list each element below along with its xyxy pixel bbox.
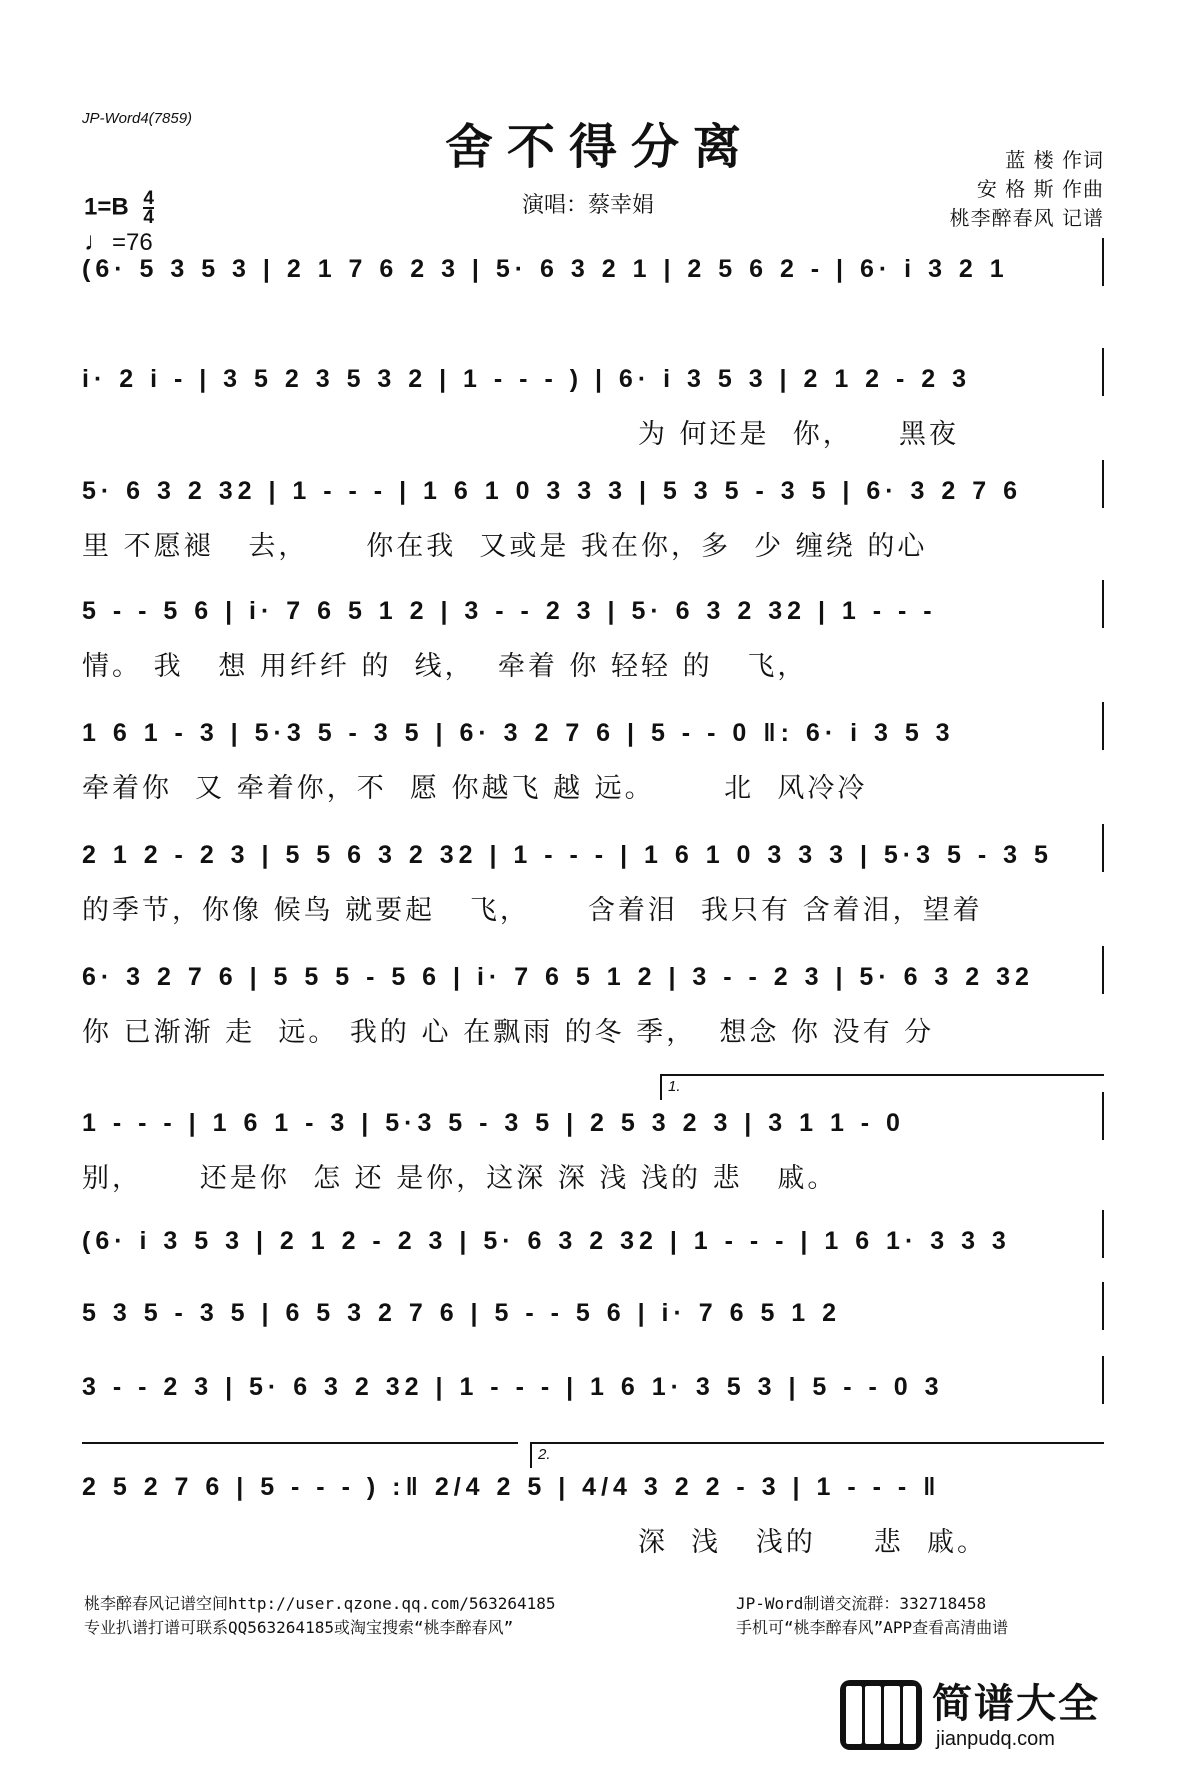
brand-name: 简谱大全	[932, 1681, 1100, 1727]
lyrics-line: 牵着你 又 牵着你，不 愿 你越飞 越 远。 北 风冷冷	[82, 773, 868, 804]
footer-qzone-link[interactable]: 桃李醉春风记谱空间http://user.qzone.qq.com/563264185	[84, 1594, 556, 1613]
barline	[1102, 946, 1104, 994]
lyricist: 蓝 楼 作词	[1005, 148, 1104, 172]
footer-app: 手机可“桃李醉春风”APP查看高清曲谱	[736, 1618, 1009, 1637]
notation-line: 1 6 1 - 3 | 5·3 5 - 3 5 | 6· 3 2 7 6 | 5 - - 0 ‖: 6· i 3 5 3	[82, 719, 955, 747]
lyrics-line: 你 已渐渐 走 远。 我的 心 在飘雨 的冬 季， 想念 你 没有 分	[82, 1017, 935, 1048]
second-ending-bracket: 2.	[530, 1442, 1104, 1468]
key-label: 1=B	[84, 193, 129, 221]
lyrics-line: 别， 还是你 怎 还 是你，这深 深 浅 浅的 悲 戚。	[82, 1163, 838, 1194]
notation-line: 5 3 5 - 3 5 | 6 5 3 2 7 6 | 5 - - 5 6 | i· 7 6 5 1 2	[82, 1299, 842, 1327]
notation-line: 2 1 2 - 2 3 | 5 5 6 3 2 32 | 1 - - - | 1 6 1 0 3 3 3 | 5·3 5 - 3 5	[82, 841, 1053, 869]
brand-url[interactable]: jianpudq.com	[936, 1728, 1055, 1750]
quarter-note-icon: ♩	[84, 226, 110, 256]
notation-line: 6· 3 2 7 6 | 5 5 5 - 5 6 | i· 7 6 5 1 2 | 3 - - 2 3 | 5· 6 3 2 32	[82, 963, 1034, 991]
notation-line: 5· 6 3 2 32 | 1 - - - | 1 6 1 0 3 3 3 | 5 3 5 - 3 5 | 6· 3 2 7 6	[82, 477, 1022, 505]
footer-contact: 专业扒谱打谱可联系QQ563264185或淘宝搜索“桃李醉春风”	[84, 1618, 514, 1637]
notation-line: 2 5 2 7 6 | 5 - - - ) :‖ 2/4 2 5 | 4/4 3 2 2 - 3 | 1 - - - ‖	[82, 1473, 941, 1501]
time-numerator: 4	[143, 188, 154, 209]
piano-icon	[840, 1680, 922, 1750]
credits	[950, 146, 1104, 233]
notation-line: (6· 5 3 5 3 | 2 1 7 6 2 3 | 5· 6 3 2 1 | 2 5 6 2 - | 6· i 3 2 1	[82, 255, 1009, 283]
lyrics-line: 里 不愿褪 去， 你在我 又或是 我在你，多 少 缠绕 的心	[82, 531, 928, 562]
barline	[1102, 1356, 1104, 1404]
barline	[1102, 1282, 1104, 1330]
first-ending-bracket: 1.	[660, 1074, 1104, 1100]
song-title: 舍不得分离	[444, 119, 755, 175]
lyrics-line: 情。 我 想 用纤纤 的 线， 牵着 你 轻轻 的 飞，	[82, 651, 808, 682]
footer-group: JP-Word制谱交流群：332718458	[736, 1594, 987, 1613]
transcriber: 桃李醉春风 记谱	[949, 206, 1104, 230]
barline	[1102, 824, 1104, 872]
notation-line: 1 - - - | 1 6 1 - 3 | 5·3 5 - 3 5 | 2 5 3 2 3 | 3 1 1 - 0	[82, 1109, 905, 1137]
notation-line: 3 - - 2 3 | 5· 6 3 2 32 | 1 - - - | 1 6 1· 3 5 3 | 5 - - 0 3	[82, 1373, 944, 1401]
lyrics-line: 深 浅 浅的 悲 戚。	[82, 1527, 987, 1558]
lyrics-line: 的季节，你像 候鸟 就要起 飞， 含着泪 我只有 含着泪，望着	[82, 895, 983, 926]
lyrics-line: 为 何还是 你， 黑夜	[82, 419, 960, 450]
footer-right	[736, 1592, 1008, 1640]
barline	[1102, 580, 1104, 628]
barline	[1102, 702, 1104, 750]
composer: 安 格 斯 作曲	[976, 177, 1104, 201]
barline	[1102, 1210, 1104, 1258]
barline	[1102, 1092, 1104, 1140]
notation-line: (6· i 3 5 3 | 2 1 2 - 2 3 | 5· 6 3 2 32 | 1 - - - | 1 6 1· 3 3 3	[82, 1227, 1011, 1255]
notation-line: 5 - - 5 6 | i· 7 6 5 1 2 | 3 - - 2 3 | 5· 6 3 2 32 | 1 - - -	[82, 597, 937, 625]
software-label: JP-Word4(7859)	[82, 110, 193, 127]
singer: 演唱：蔡幸娟	[522, 193, 655, 218]
key-signature	[84, 190, 154, 226]
tempo-value: =76	[112, 229, 153, 256]
barline	[1102, 238, 1104, 286]
barline	[1102, 460, 1104, 508]
footer-left	[84, 1592, 556, 1640]
time-denominator: 4	[143, 207, 154, 228]
brand-watermark	[840, 1672, 1160, 1756]
time-signature	[143, 190, 154, 226]
barline	[1102, 348, 1104, 396]
notation-line: i· 2 i - | 3 5 2 3 5 3 2 | 1 - - - ) | 6· i 3 5 3 | 2 1 2 - 2 3	[82, 365, 972, 393]
